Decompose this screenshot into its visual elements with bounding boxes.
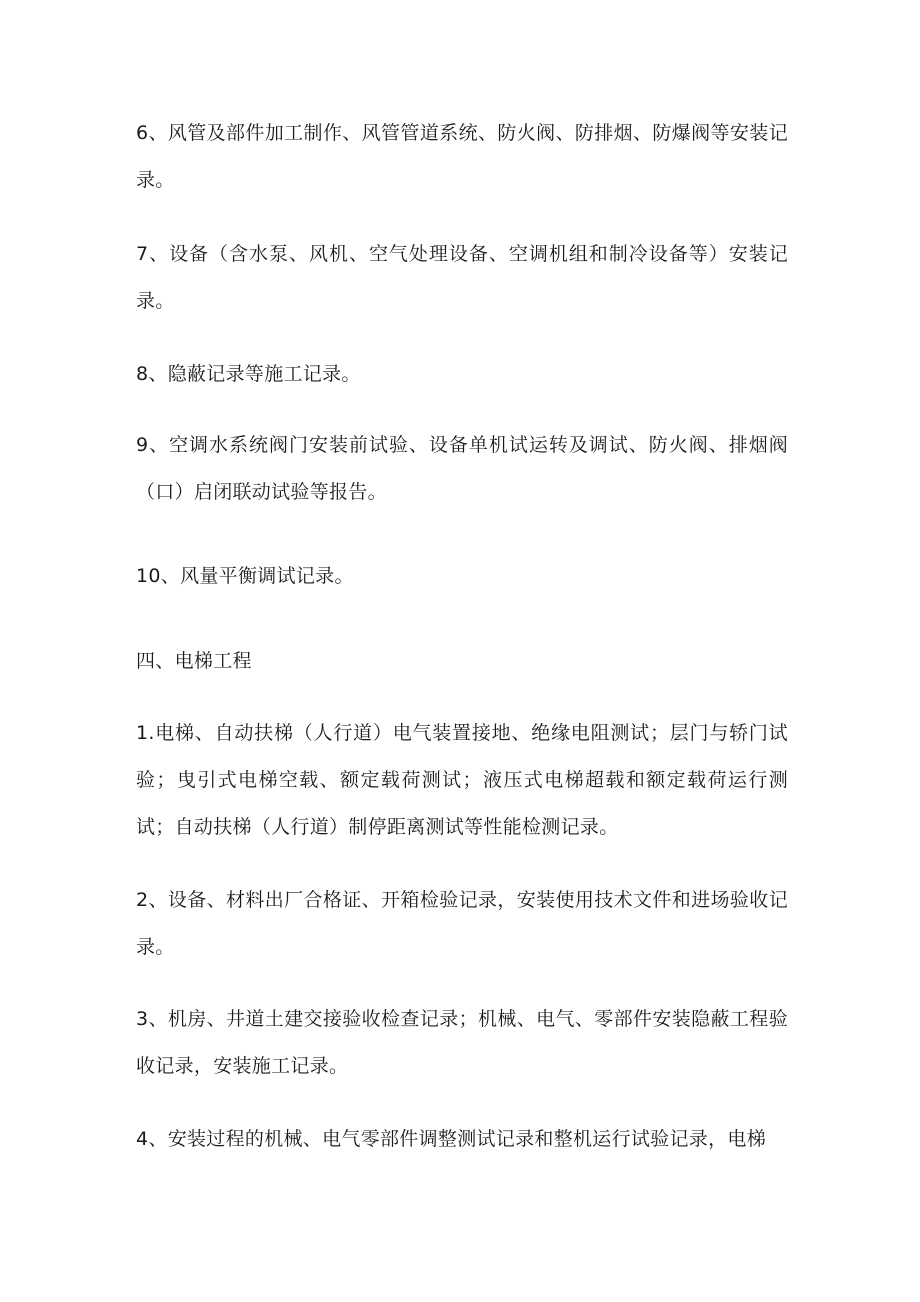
elevator-item-4: 4、安装过程的机械、电气零部件调整测试记录和整机运行试验记录，电梯 [136, 1128, 766, 1150]
paragraph-item-10: 10、风量平衡调试记录。 [136, 565, 354, 587]
paragraph-item-6: 6、风管及部件加工制作、风管管道系统、防火阀、防排烟、防爆阀等安装记录。 [136, 122, 788, 191]
paragraph-item-8: 8、隐蔽记录等施工记录。 [136, 363, 361, 385]
paragraph-item-7: 7、设备（含水泵、风机、空气处理设备、空调机组和制冷设备等）安装记录。 [136, 243, 788, 312]
section-heading-elevator: 四、电梯工程 [136, 650, 252, 672]
elevator-item-1: 1.电梯、自动扶梯（人行道）电气装置接地、绝缘电阻测试；层门与轿门试验；曳引式电梯空载、额定载荷测试；液压式电梯超载和额定载荷运行测试；自动扶梯（人行道）制停距离测试等性能检测记录。 [136, 722, 788, 838]
paragraph-item-9: 9、空调水系统阀门安装前试验、设备单机试运转及调试、防火阀、排烟阀（口）启闭联动试验等报告。 [136, 434, 788, 503]
elevator-item-3: 3、机房、井道土建交接验收检查记录；机械、电气、零部件安装隐蔽工程验收记录，安装施工记录。 [136, 1008, 788, 1077]
elevator-item-2: 2、设备、材料出厂合格证、开箱检验记录，安装使用技术文件和进场验收记录。 [136, 889, 788, 958]
